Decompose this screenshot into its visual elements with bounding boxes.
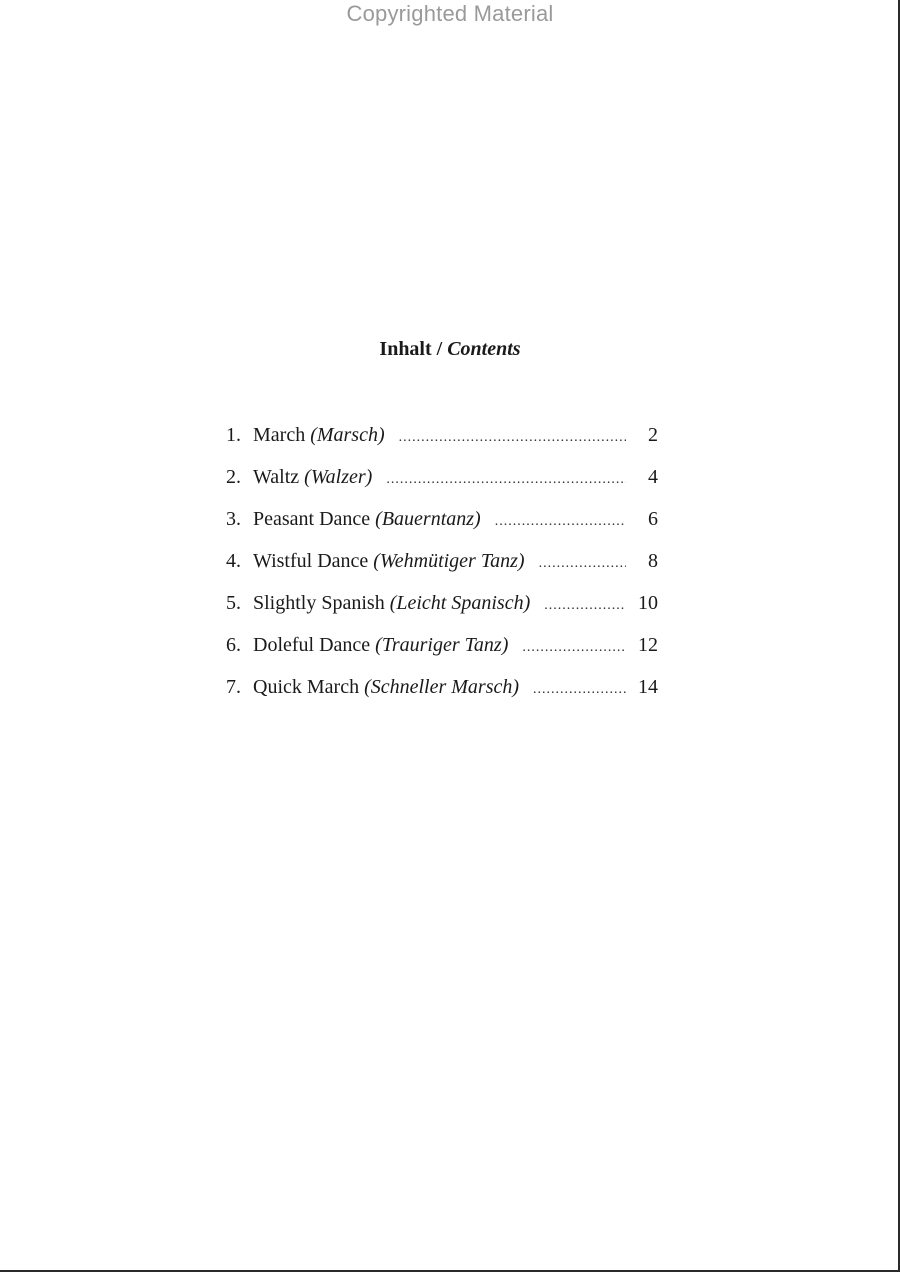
toc-entry bbox=[226, 634, 658, 676]
toc-dot-leader bbox=[522, 640, 626, 656]
toc-entry-page: 8 bbox=[648, 550, 658, 572]
watermark: Copyrighted Material bbox=[346, 1, 554, 26]
toc-entry-title bbox=[253, 550, 525, 573]
toc-entry-title-en: Slightly Spanish bbox=[253, 592, 390, 614]
toc-entry-title-en: March bbox=[253, 424, 311, 446]
page-title bbox=[0, 338, 900, 361]
toc-entry-number: 3. bbox=[226, 508, 241, 530]
toc-entry-title-de: (Leicht Spanisch) bbox=[389, 592, 531, 614]
toc-entry-title-de: (Bauerntanz) bbox=[375, 508, 481, 530]
toc-entry-page: 14 bbox=[638, 676, 658, 698]
toc-dot-leader bbox=[386, 472, 626, 488]
toc-dot-leader bbox=[544, 598, 626, 614]
toc-entry-number: 5. bbox=[226, 592, 241, 614]
toc-entry-page: 10 bbox=[638, 592, 658, 614]
toc-entry-title-de: (Trauriger Tanz) bbox=[375, 634, 509, 656]
toc-entry-title-en: Waltz bbox=[253, 466, 305, 488]
toc-entry-title-en: Doleful Dance bbox=[253, 634, 376, 656]
toc-entry bbox=[226, 508, 658, 550]
toc-entry-page: 6 bbox=[648, 508, 658, 530]
toc-entry-title-en: Quick March bbox=[253, 676, 365, 698]
toc-entry-title-de: (Marsch) bbox=[310, 424, 385, 446]
toc-entry-title bbox=[253, 592, 530, 615]
toc-entry-title bbox=[253, 634, 508, 657]
toc-entry-title bbox=[253, 466, 372, 489]
toc-entry-title bbox=[253, 424, 385, 447]
toc-entry-number: 7. bbox=[226, 676, 241, 698]
title-italic: Contents bbox=[447, 338, 521, 360]
toc-entry bbox=[226, 466, 658, 508]
toc-entry-number: 2. bbox=[226, 466, 241, 488]
toc-list bbox=[226, 424, 658, 718]
toc-dot-leader bbox=[495, 514, 626, 530]
toc-entry-page: 12 bbox=[638, 634, 658, 656]
toc-dot-leader bbox=[539, 556, 626, 572]
toc-entry-title bbox=[253, 676, 519, 699]
toc-entry-page: 2 bbox=[648, 424, 658, 446]
toc-entry-title bbox=[253, 508, 481, 531]
toc-entry-title-en: Wistful Dance bbox=[253, 550, 374, 572]
toc-entry-number: 6. bbox=[226, 634, 241, 656]
toc-entry-title-de: (Walzer) bbox=[304, 466, 373, 488]
toc-entry bbox=[226, 592, 658, 634]
toc-entry-number: 4. bbox=[226, 550, 241, 572]
toc-dot-leader bbox=[533, 682, 626, 698]
toc-entry bbox=[226, 550, 658, 592]
toc-dot-leader bbox=[399, 430, 626, 446]
title-main: Inhalt / bbox=[379, 338, 448, 360]
toc-entry bbox=[226, 424, 658, 466]
toc-entry bbox=[226, 676, 658, 718]
toc-entry-title-de: (Wehmütiger Tanz) bbox=[373, 550, 525, 572]
toc-entry-number: 1. bbox=[226, 424, 241, 446]
toc-entry-title-de: (Schneller Marsch) bbox=[364, 676, 520, 698]
toc-entry-page: 4 bbox=[648, 466, 658, 488]
toc-entry-title-en: Peasant Dance bbox=[253, 508, 376, 530]
